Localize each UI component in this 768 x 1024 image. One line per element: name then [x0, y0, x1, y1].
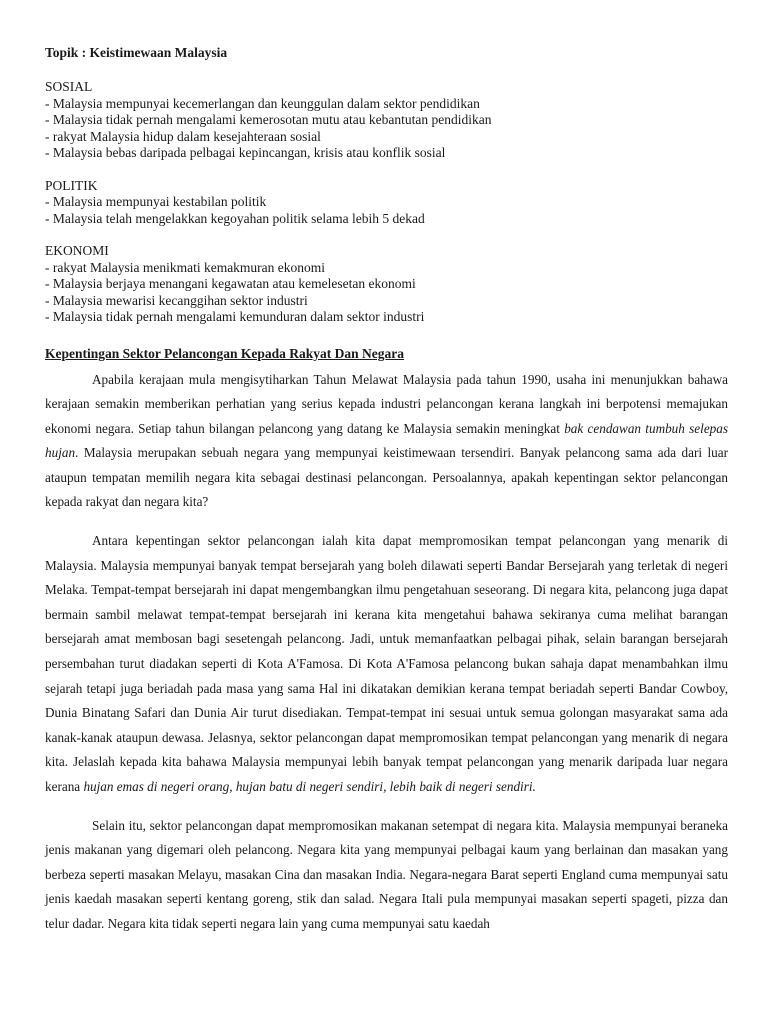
section-title: POLITIK — [45, 177, 98, 193]
list-item: - Malaysia tidak pernah mengalami kemunduran dalam sektor industri — [45, 309, 425, 324]
list-item: - Malaysia tidak pernah mengalami kemerosotan mutu atau kebantutan pendidikan — [45, 112, 492, 127]
peribahasa-italic: hujan emas di negeri orang, hujan batu di negeri sendiri, lebih baik di negeri sendiri. — [83, 779, 536, 794]
list-item: - Malaysia mempunyai kecemerlangan dan keunggulan dalam sektor pendidikan — [45, 95, 480, 111]
section-sosial — [45, 79, 728, 162]
list-item: - rakyat Malaysia menikmati kemakmuran ekonomi — [45, 259, 326, 275]
list-item: - Malaysia mewarisi kecanggihan sektor industri — [45, 292, 308, 308]
paragraph-2 — [45, 529, 728, 800]
paragraph-text: Antara kepentingan sektor pelancongan ialah kita dapat mempromosikan tempat pelancongan yang menarik di Malaysia. Malaysia mempunyai banyak tempat bersejarah yang boleh dilawati seperti Bandar Bersejarah yang terletak di negeri Melaka. Tempat-tempat bersejarah ini dapat mengembangkan ilmu pengetahuan seseorang. Di negara kita, pelancong juga dapat bermain sambil melawat tempat-tempat bersejarah ini kerana kita mengetahui bahawa sekiranya cuma melihat barangan bersejarah amat membosan bagi sesetengah pelancong. Jadi, untuk memanfaatkan pelbagai pihak, selain barangan bersejarah persembahan turut diadakan seperti di Kota A'Famosa. Di Kota A'Famosa pelancong bukan sahaja dapat menambahkan ilmu sejarah tetapi juga beriadah pada masa yang sama Hal ini dikatakan demikian kerana tempat beriadah seperti Bandar Cowboy, Dunia Binatang Safari dan Dunia Air turut disediakan. Tempat-tempat ini sesuai untuk semua golongan masyarakat sama ada kanak-kanak ataupun dewasa. Jelasnya, sektor pelancongan dapat mempromosikan tempat pelancongan yang menarik di negara kita. Jelaslah kepada kita bahawa Malaysia mempunyai lebih banyak tempat pelancongan yang menarik daripada luar negara kerana — [45, 533, 728, 794]
paragraph-text: Apabila kerajaan mula mengisytiharkan Tahun Melawat Malaysia pada tahun 1990, usaha ini menunjukkan bahawa kerajaan semakin memberikan perhatian yang serius kepada industri pelancongan kerana langkah ini berpotensi memajukan ekonomi negara. Setiap tahun bilangan pelancong yang datang ke Malaysia semakin meningkat — [45, 371, 728, 436]
section-ekonomi — [45, 243, 728, 326]
paragraph-1 — [45, 368, 728, 516]
list-item: - Malaysia berjaya menangani kegawatan atau kemelesetan ekonomi — [45, 276, 416, 291]
section-title: SOSIAL — [45, 79, 93, 94]
section-politik — [45, 178, 728, 228]
list-item: - Malaysia mempunyai kestabilan politik — [45, 194, 267, 209]
paragraph-3 — [45, 814, 728, 937]
topic-title: Topik : Keistimewaan Malaysia — [45, 45, 228, 60]
essay-heading: Kepentingan Sektor Pelancongan Kepada Rakyat Dan Negara — [45, 345, 405, 361]
list-item: - Malaysia bebas daripada pelbagai kepincangan, krisis atau konflik sosial — [45, 145, 446, 160]
list-item: - Malaysia telah mengelakkan kegoyahan politik selama lebih 5 dekad — [45, 210, 425, 226]
peribahasa-italic: bak cendawan tumbuh selepas hujan — [45, 420, 728, 461]
paragraph-text: Selain itu, sektor pelancongan dapat mempromosikan makanan setempat di negara kita. Malaysia mempunyai beraneka jenis makanan yang digemari oleh pelancong. Negara kita yang mempunyai pelbagai kaum yang berlainan dan masakan yang berbeza seperti masakan Melayu, masakan Cina dan masakan India. Negara-negara Barat seperti England cuma mempunyai satu jenis kaedah masakan seperti kentang goreng, stik dan salad. Negara Itali pula mempunyai masakan seperti spageti, pizza dan telur dadar. Negara kita tidak seperti negara lain yang cuma mempunyai satu kaedah — [45, 817, 728, 931]
paragraph-text: . Malaysia merupakan sebuah negara yang mempunyai keistimewaan tersendiri. Banyak pelancong sama ada dari luar ataupun tempatan memilih negara kita sebagai destinasi pelancongan. Persoalannya, apakah kepentingan sektor pelancongan kepada rakyat dan negara kita? — [45, 445, 728, 510]
list-item: - rakyat Malaysia hidup dalam kesejahteraan sosial — [45, 128, 321, 144]
section-title: EKONOMI — [45, 243, 109, 258]
